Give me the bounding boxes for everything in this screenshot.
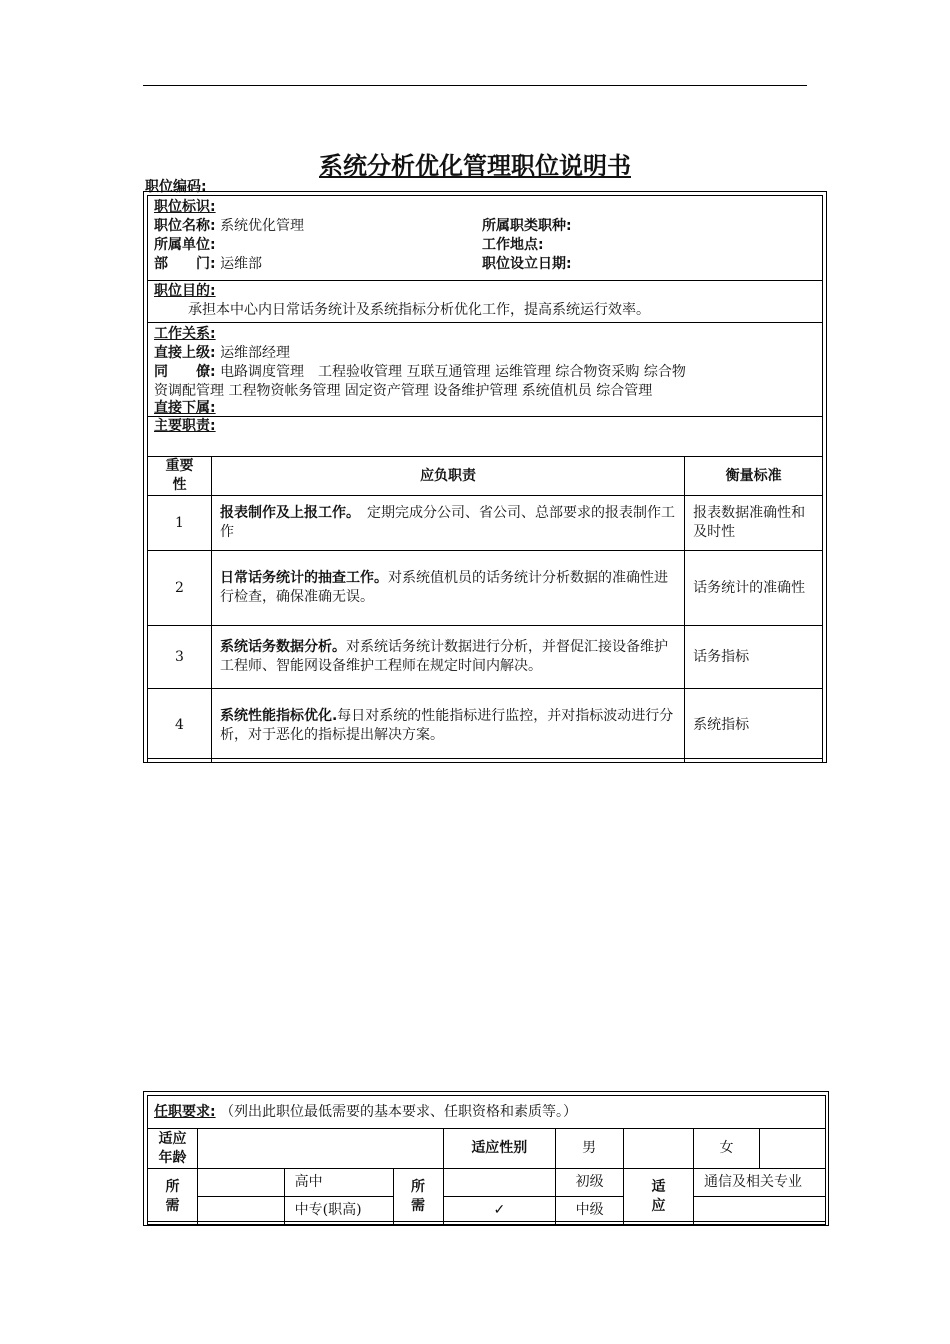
duties-header-row bbox=[148, 457, 823, 496]
duty-number: 1 bbox=[148, 496, 212, 551]
duty-description: 定期完成分公司、省公司、总部要求的报表制作工作 bbox=[219, 505, 675, 540]
requirements-table-wrap bbox=[147, 1095, 826, 1222]
major-value: 通信及相关专业 bbox=[694, 1169, 826, 1197]
fit-label: 适应 bbox=[624, 1169, 694, 1225]
duty-cell bbox=[211, 551, 684, 626]
duty-number: 4 bbox=[148, 689, 212, 763]
purpose-heading: 职位目的: bbox=[154, 283, 216, 299]
duty-measure: 话务统计的准确性 bbox=[685, 551, 823, 626]
superior-value: 运维部经理 bbox=[220, 345, 291, 361]
duty-title: 系统话务数据分析。 bbox=[219, 639, 346, 655]
document-title: 系统分析优化管理职位说明书 bbox=[319, 152, 631, 180]
department-row bbox=[154, 255, 262, 274]
relations-section bbox=[148, 323, 822, 417]
header-duty: 应负职责 bbox=[211, 457, 684, 496]
peers-label: 同 僚: bbox=[154, 364, 216, 380]
duty-title: 日常话务统计的抽查工作。 bbox=[219, 570, 388, 586]
table-row bbox=[148, 626, 823, 689]
duty-description: 对系统话务统计数据进行分析，并督促汇接设备维护工程师、智能网设备维护工程师在规定时间内解决。 bbox=[219, 639, 668, 674]
superior-label: 直接上级: bbox=[154, 345, 216, 361]
education-row-1 bbox=[148, 1169, 826, 1197]
location-label: 工作地点: bbox=[482, 237, 544, 253]
duty-number: 2 bbox=[148, 551, 212, 626]
established-date-label: 职位设立日期: bbox=[482, 256, 572, 272]
education-vocational: 中专(职高) bbox=[284, 1197, 393, 1225]
duty-cell bbox=[211, 689, 684, 763]
needed-label-2: 所需 bbox=[393, 1169, 443, 1225]
table-row bbox=[148, 551, 823, 626]
identity-heading: 职位标识: bbox=[154, 199, 216, 215]
peers-line-1: 电路调度管理 工程验收管理 互联互通管理 运维管理 综合物资采购 综合物 bbox=[220, 364, 686, 380]
gender-female: 女 bbox=[694, 1129, 760, 1169]
education-high: 高中 bbox=[284, 1169, 393, 1197]
duty-description: 对系统值机员的话务统计分析数据的准确性进行检查，确保准确无误。 bbox=[219, 570, 668, 605]
education-mark-high bbox=[197, 1169, 284, 1197]
identity-section bbox=[148, 196, 822, 281]
department-label: 部 门: bbox=[154, 256, 216, 272]
check-mark-icon: ✓ bbox=[443, 1197, 556, 1225]
requirements-table bbox=[147, 1128, 826, 1225]
category-label: 所属职类职种: bbox=[482, 218, 572, 234]
peers-line-2: 资调配管理 工程物资帐务管理 固定资产管理 设备维护管理 系统值机员 综合管理 bbox=[154, 383, 653, 399]
requirements-heading: 任职要求: bbox=[154, 1104, 216, 1120]
gender-male: 男 bbox=[556, 1129, 624, 1169]
relations-heading: 工作关系: bbox=[154, 326, 216, 342]
peers-row bbox=[154, 363, 686, 382]
gender-male-mark bbox=[624, 1129, 694, 1169]
header-rule bbox=[143, 85, 807, 86]
age-gender-row bbox=[148, 1129, 826, 1169]
duty-measure: 话务指标 bbox=[685, 626, 823, 689]
position-info-table bbox=[147, 195, 823, 759]
duty-title: 系统性能指标优化. bbox=[219, 707, 338, 724]
requirements-heading-row bbox=[148, 1096, 825, 1129]
duties-heading: 主要职责: bbox=[154, 418, 216, 434]
education-mark-vocational bbox=[197, 1197, 284, 1225]
header-measure: 衡量标准 bbox=[685, 457, 823, 496]
duties-heading-section bbox=[148, 417, 822, 456]
duty-description: 每日对系统的性能指标进行监控，并对指标波动进行分析，对于恶化的指标提出解决方案。 bbox=[219, 707, 674, 743]
major-extra bbox=[694, 1197, 826, 1225]
requirements-heading-line bbox=[154, 1103, 577, 1122]
table-row bbox=[148, 689, 823, 763]
unit-label: 所属单位: bbox=[154, 237, 216, 253]
duty-cell bbox=[211, 496, 684, 551]
age-label: 适应年龄 bbox=[148, 1129, 198, 1169]
duty-measure: 报表数据准确性和及时性 bbox=[685, 496, 823, 551]
table-row bbox=[148, 496, 823, 551]
department-value: 运维部 bbox=[220, 256, 263, 272]
purpose-text: 承担本中心内日常话务统计及系统指标分析优化工作，提高系统运行效率。 bbox=[188, 302, 650, 318]
subordinate-label: 直接下属: bbox=[154, 400, 216, 416]
duties-table bbox=[147, 456, 823, 763]
gender-female-mark bbox=[759, 1129, 825, 1169]
education-row-2 bbox=[148, 1197, 826, 1225]
duty-cell bbox=[211, 626, 684, 689]
duty-title: 报表制作及上报工作。 bbox=[219, 505, 353, 521]
purpose-section bbox=[148, 281, 822, 323]
title-mark-junior bbox=[443, 1169, 556, 1197]
position-name-value: 系统优化管理 bbox=[220, 218, 305, 234]
level-junior: 初级 bbox=[556, 1169, 624, 1197]
duty-measure: 系统指标 bbox=[685, 689, 823, 763]
duty-number: 3 bbox=[148, 626, 212, 689]
position-code-label: 职位编码: bbox=[145, 179, 207, 195]
level-mid: 中级 bbox=[556, 1197, 624, 1225]
requirements-note: （列出此职位最低需要的基本要求、任职资格和素质等。） bbox=[220, 1104, 578, 1120]
needed-label: 所需 bbox=[148, 1169, 198, 1225]
position-name-label: 职位名称: bbox=[154, 218, 216, 234]
gender-label: 适应性别 bbox=[443, 1129, 556, 1169]
superior-row bbox=[154, 344, 290, 363]
position-name-row bbox=[154, 217, 304, 236]
age-value bbox=[197, 1129, 443, 1169]
header-importance: 重要性 bbox=[148, 457, 212, 496]
